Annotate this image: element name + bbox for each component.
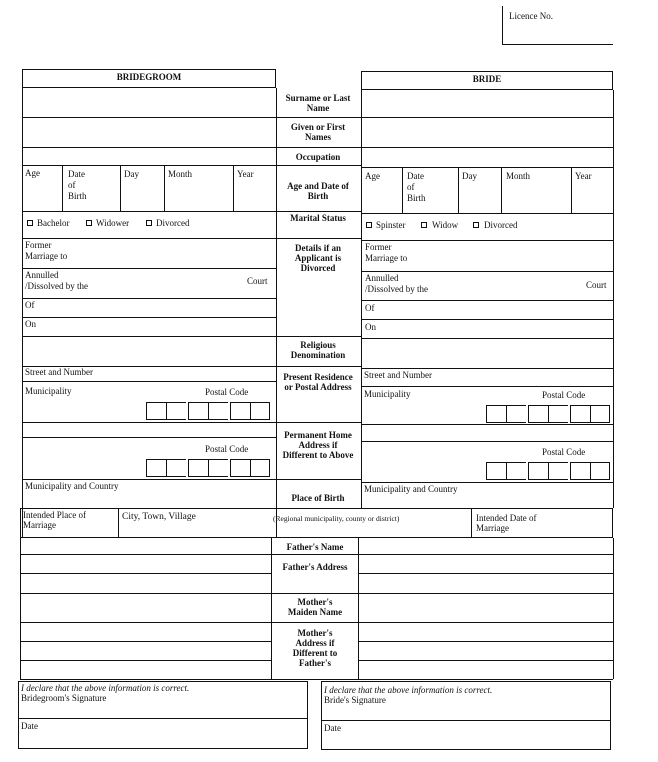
rule [458, 167, 459, 213]
bride-birth-label: Birth [407, 193, 426, 203]
groom-left-border [22, 88, 23, 538]
postal-box [146, 459, 166, 477]
postal-box [506, 405, 526, 423]
rule [22, 298, 276, 299]
intended-date-label: Intended Date of Marriage [476, 513, 537, 533]
bride-spinster-checkbox[interactable] [366, 222, 372, 228]
bride-postal-code-boxes[interactable] [486, 405, 612, 423]
groom-birth-label: Birth [68, 191, 87, 201]
groom-annulled-label: Annulled [25, 270, 59, 280]
rule [361, 441, 613, 442]
groom-header: BRIDEGROOM [116, 72, 182, 82]
label-mothers-address: Mother's Address if Different to Father's [292, 628, 338, 668]
groom-year-label: Year [237, 169, 254, 179]
rule [22, 422, 276, 423]
rule [20, 622, 613, 623]
rule [276, 165, 361, 166]
licence-box-bottom [502, 44, 613, 45]
rule [22, 479, 276, 480]
rule [22, 117, 276, 118]
rule [20, 679, 613, 680]
bride-on-label: On [365, 322, 376, 332]
groom-day-label: Day [124, 169, 139, 179]
bride-right-border [613, 90, 614, 508]
groom-father-name-input[interactable] [22, 539, 270, 553]
rule [361, 213, 613, 214]
groom-month-label: Month [168, 169, 193, 179]
groom-former-label: Former [25, 240, 52, 250]
groom-court-label: Court [247, 276, 268, 286]
rule [22, 211, 276, 212]
bride-date-field[interactable] [352, 726, 608, 748]
groom-muni-country-label: Municipality and Country [25, 481, 119, 491]
rule [471, 508, 472, 538]
rule [20, 593, 613, 594]
rule [276, 147, 361, 148]
bride-day-label: Day [462, 171, 477, 181]
label-permanent-home: Permanent Home Address if Different to Above [282, 430, 354, 460]
groom-bachelor-label: Bachelor [37, 218, 70, 228]
postal-box [250, 459, 270, 477]
groom-dissolved-label: /Dissolved by the [25, 281, 88, 291]
rule [276, 336, 361, 337]
groom-religion-input[interactable] [24, 338, 274, 365]
postal-box [486, 405, 506, 423]
intended-place-input[interactable] [120, 524, 470, 537]
groom-surname-input[interactable] [24, 90, 274, 116]
licence-box-border [502, 6, 503, 44]
postal-box [506, 462, 526, 480]
groom-signature-label: Bridegroom's Signature [21, 693, 107, 703]
rule [62, 165, 63, 211]
label-marital-status: Marital Status [290, 213, 346, 223]
bride-dissolved-label: /Dissolved by the [365, 284, 428, 294]
groom-on-label: On [25, 319, 36, 329]
groom-signature-field[interactable] [120, 698, 305, 716]
regional-municipality-label: (Regional municipality, county or district) [273, 514, 400, 523]
bride-marriage-to-label: Marriage to [365, 253, 408, 263]
label-present-residence: Present Residence or Postal Address [283, 372, 353, 392]
groom-street-label: Street and Number [25, 367, 93, 377]
rule [164, 165, 165, 211]
groom-divorced-checkbox[interactable] [146, 220, 152, 226]
rule [361, 368, 613, 369]
groom-of-label: of [68, 180, 76, 190]
groom-age-label: Age [25, 168, 40, 178]
rule [321, 720, 611, 721]
postal-box [590, 462, 610, 480]
bride-header: BRIDE [472, 74, 502, 84]
rule [276, 422, 361, 423]
groom-right-border [276, 88, 277, 538]
bride-spinster-label: Spinster [376, 220, 406, 230]
groom-divorced-label: Divorced [156, 218, 190, 228]
rule [20, 538, 21, 679]
bride-given-names-input[interactable] [363, 119, 611, 146]
postal-box [250, 402, 270, 420]
rule [361, 482, 613, 483]
postal-box [570, 405, 590, 423]
postal-box [188, 402, 208, 420]
postal-box [548, 462, 568, 480]
rule [402, 167, 403, 213]
groom-widower-label: Widower [96, 218, 130, 228]
rule [22, 165, 276, 166]
rule [276, 211, 361, 212]
bride-occupation-input[interactable] [363, 148, 611, 166]
bride-postal-code-label: Postal Code [542, 390, 586, 400]
bride-of-court-label: Of [365, 303, 375, 313]
groom-widower-checkbox[interactable] [86, 220, 92, 226]
postal-box [230, 402, 250, 420]
rule [22, 336, 276, 337]
rule [18, 718, 308, 719]
groom-permanent-postal-label: Postal Code [205, 444, 249, 454]
groom-postal-code-label: Postal Code [205, 387, 249, 397]
rule [361, 386, 613, 387]
bride-father-name-input[interactable] [360, 539, 612, 553]
bride-surname-input[interactable] [363, 92, 611, 116]
groom-date-field[interactable] [50, 724, 305, 746]
groom-marriage-to-label: Marriage to [25, 251, 68, 261]
rule [233, 165, 234, 211]
groom-postal-code-boxes[interactable] [146, 402, 274, 420]
groom-mother-address-input[interactable] [22, 624, 270, 678]
bride-mother-maiden-input[interactable] [360, 595, 612, 621]
label-fathers-address: Father's Address [282, 562, 348, 572]
bride-court-label: Court [586, 280, 607, 290]
bride-widow-label: Widow [432, 220, 459, 230]
bride-divorced-checkbox[interactable] [473, 222, 479, 228]
rule [118, 508, 119, 538]
bride-year-label: Year [575, 171, 592, 181]
bride-municipality-label: Municipality [364, 389, 411, 399]
rule [276, 117, 361, 118]
postal-box [166, 402, 186, 420]
rule [20, 554, 613, 555]
groom-given-names-input[interactable] [24, 119, 274, 146]
bride-former-label: Former [365, 242, 392, 252]
bride-permanent-postal-label: Postal Code [542, 447, 586, 457]
groom-date-label: Date [68, 169, 85, 179]
rule [361, 271, 613, 272]
rule [613, 538, 614, 679]
groom-father-address-input[interactable] [22, 556, 270, 592]
rule [361, 300, 613, 301]
postal-box [166, 459, 186, 477]
bride-month-label: Month [506, 171, 531, 181]
postal-box [146, 402, 166, 420]
postal-box [208, 459, 228, 477]
groom-permanent-postal-boxes[interactable] [146, 459, 274, 477]
bride-permanent-postal-boxes[interactable] [486, 462, 612, 480]
rule [22, 317, 276, 318]
rule [361, 319, 613, 320]
bride-date-label-sig: Date [324, 723, 341, 733]
licence-number-field[interactable] [512, 30, 608, 42]
bride-signature-field[interactable] [410, 700, 608, 718]
label-surname: Surname or Last Name [285, 93, 351, 113]
rule [120, 165, 121, 211]
rule [22, 238, 276, 239]
postal-box [528, 462, 548, 480]
bride-signature-label: Bride's Signature [324, 695, 386, 705]
rule [22, 437, 276, 438]
postal-box [208, 402, 228, 420]
groom-declaration-text: I declare that the above information is correct. [21, 683, 190, 693]
label-occupation: Occupation [295, 152, 341, 162]
bride-divorced-label: Divorced [484, 220, 518, 230]
rule [276, 366, 361, 367]
bride-widow-checkbox[interactable] [421, 222, 427, 228]
postal-box [230, 459, 250, 477]
postal-box [570, 462, 590, 480]
rule [271, 538, 272, 679]
label-age-dob: Age and Date of Birth [287, 181, 349, 201]
label-given-names: Given or First Names [290, 122, 346, 142]
licence-label: Licence No. [509, 11, 553, 21]
bride-mother-address-input[interactable] [360, 624, 612, 678]
bride-declaration-text: I declare that the above information is correct. [324, 685, 493, 695]
intended-place-label: Intended Place of Marriage [23, 510, 86, 530]
postal-box [590, 405, 610, 423]
rule [276, 479, 361, 480]
bride-date-label: Date [407, 171, 424, 181]
bride-father-address-input[interactable] [360, 556, 612, 592]
rule [501, 167, 502, 213]
rule [361, 424, 613, 425]
rule [361, 167, 613, 168]
label-fathers-name: Father's Name [286, 542, 344, 552]
postal-box [486, 462, 506, 480]
bride-left-border [361, 90, 362, 508]
label-mothers-maiden-name: Mother's Maiden Name [287, 597, 343, 617]
city-town-village-label: City, Town, Village [122, 512, 196, 522]
rule [361, 240, 613, 241]
bride-muni-country-label: Municipality and Country [364, 484, 458, 494]
bride-of-label: of [407, 182, 415, 192]
bride-annulled-label: Annulled [365, 273, 399, 283]
bride-age-label: Age [365, 171, 380, 181]
label-divorce-details: Details if an Applicant is Divorced [294, 243, 342, 273]
groom-date-label-sig: Date [21, 721, 38, 731]
rule [358, 538, 359, 679]
rule [276, 238, 361, 239]
groom-bachelor-checkbox[interactable] [27, 220, 33, 226]
bride-street-label: Street and Number [364, 370, 432, 380]
label-place-of-birth: Place of Birth [291, 493, 345, 503]
label-religion: Religious Denomination [290, 340, 346, 360]
postal-box [188, 459, 208, 477]
groom-mother-maiden-input[interactable] [22, 595, 270, 621]
groom-occupation-input[interactable] [24, 148, 274, 164]
rule [361, 117, 613, 118]
rule [361, 338, 613, 339]
postal-box [528, 405, 548, 423]
rule [22, 381, 276, 382]
rule [22, 268, 276, 269]
groom-municipality-label: Municipality [25, 386, 72, 396]
rule [571, 167, 572, 213]
groom-of-court-label: Of [25, 300, 35, 310]
intended-date-input[interactable] [560, 510, 612, 537]
bride-religion-input[interactable] [363, 340, 611, 367]
postal-box [548, 405, 568, 423]
